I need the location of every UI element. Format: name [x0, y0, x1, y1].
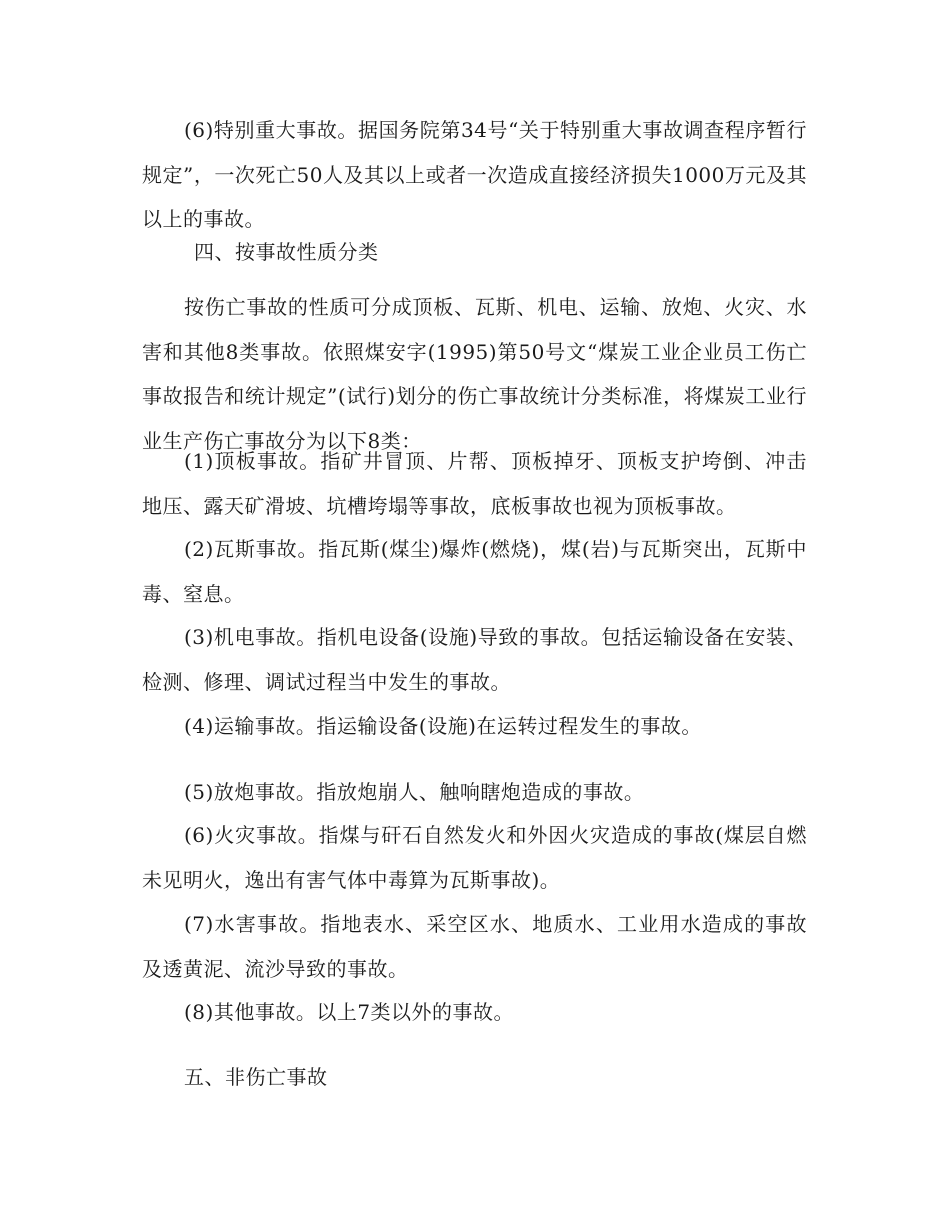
- paragraph-accident-types-intro: 按伤亡事故的性质可分成顶板、瓦斯、机电、运输、放炮、火灾、水害和其他8类事故。依照煤安字(1995)第50号文“煤炭工业企业员工伤亡事故报告和统计规定”(试行)划分的伤亡事故统计分类标准，将煤炭工业行业生产伤亡事故分为以下8类：: [142, 295, 807, 453]
- paragraph-electromechanical-accident: (3)机电事故。指机电设备(设施)导致的事故。包括运输设备在安装、检测、修理、调试过程当中发生的事故。: [142, 625, 807, 694]
- paragraph-transport-accident: (4)运输事故。指运输设备(设施)在运转过程发生的事故。: [184, 714, 702, 738]
- paragraph-major-accident: (6)特别重大事故。据国务院第34号“关于特别重大事故调查程序暂行规定”，一次死亡50人及其以上或者一次造成直接经济损失1000万元及其以上的事故。: [142, 118, 807, 231]
- section-heading-classification-by-nature: 四、按事故性质分类: [194, 240, 379, 264]
- paragraph-blasting-accident: (5)放炮事故。指放炮崩人、触响瞎炮造成的事故。: [184, 780, 645, 804]
- section-heading-non-fatal-accidents: 五、非伤亡事故: [184, 1065, 328, 1089]
- paragraph-fire-accident: (6)火灾事故。指煤与矸石自然发火和外因火灾造成的事故(煤层自燃未见明火，逸出有害气体中毒算为瓦斯事故)。: [142, 823, 807, 892]
- paragraph-other-accident: (8)其他事故。以上7类以外的事故。: [184, 1000, 515, 1024]
- paragraph-gas-accident: (2)瓦斯事故。指瓦斯(煤尘)爆炸(燃烧)，煤(岩)与瓦斯突出，瓦斯中毒、窒息。: [142, 537, 807, 606]
- paragraph-roof-accident: (1)顶板事故。指矿井冒顶、片帮、顶板掉牙、顶板支护垮倒、冲击地压、露天矿滑坡、坑槽垮塌等事故，底板事故也视为顶板事故。: [142, 449, 807, 518]
- paragraph-water-accident: (7)水害事故。指地表水、采空区水、地质水、工业用水造成的事故及透黄泥、流沙导致的事故。: [142, 912, 807, 981]
